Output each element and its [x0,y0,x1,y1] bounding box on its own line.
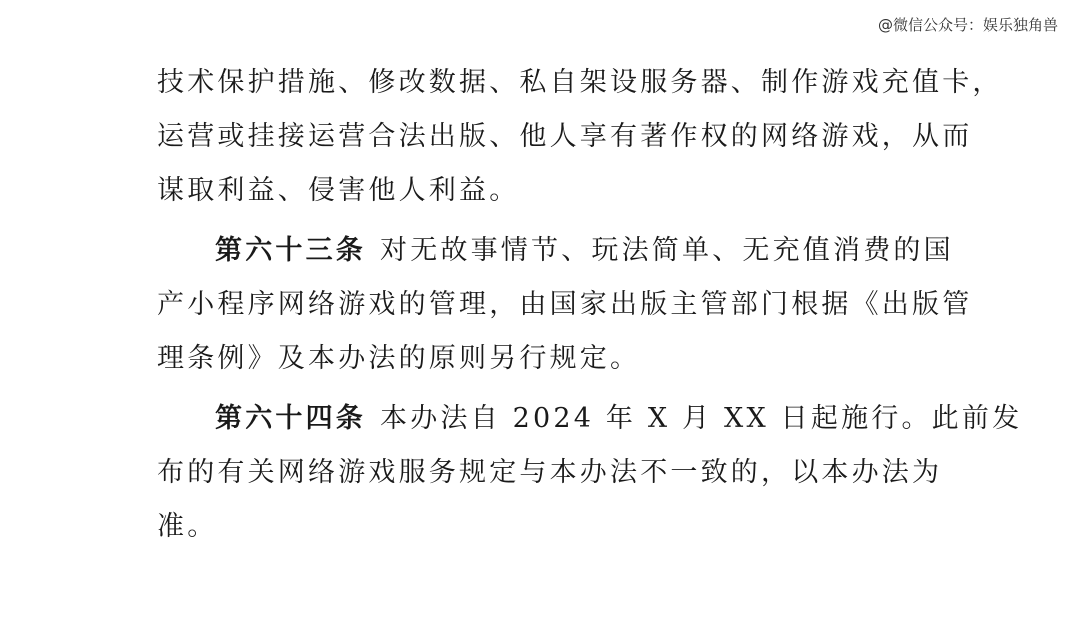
article-63 [157,224,973,386]
watermark: @微信公众号：娱乐独角兽 [877,16,1058,34]
text-line: 谋取利益、侵害他人利益。 [157,175,520,206]
text-line: 运营或挂接运营合法出版、他人享有著作权的网络游戏，从而 [157,121,973,152]
document-body [157,56,1023,554]
text-line: 技术保护措施、修改数据、私自架设服务器、制作游戏充值卡， [157,67,1003,98]
article-63-first-line [157,224,954,278]
paragraph-previous [157,56,1003,218]
text-line: 理条例》及本办法的原则另行规定。 [157,343,641,374]
article-63-number: 第六十三条 [215,235,366,266]
article-64-number: 第六十四条 [215,403,366,434]
text-line: 布的有关网络游戏服务规定与本办法不一致的，以本办法为 [157,457,943,488]
text-line: 产小程序网络游戏的管理，由国家出版主管部门根据《出版管 [157,289,973,320]
text-line: 对无故事情节、玩法简单、无充值消费的国 [380,235,954,266]
article-64 [157,392,1023,554]
text-line: 准。 [157,511,218,542]
article-64-first-line [157,392,1023,446]
text-line: 本办法自 2024 年 X 月 XX 日起施行。此前发 [380,403,1023,434]
